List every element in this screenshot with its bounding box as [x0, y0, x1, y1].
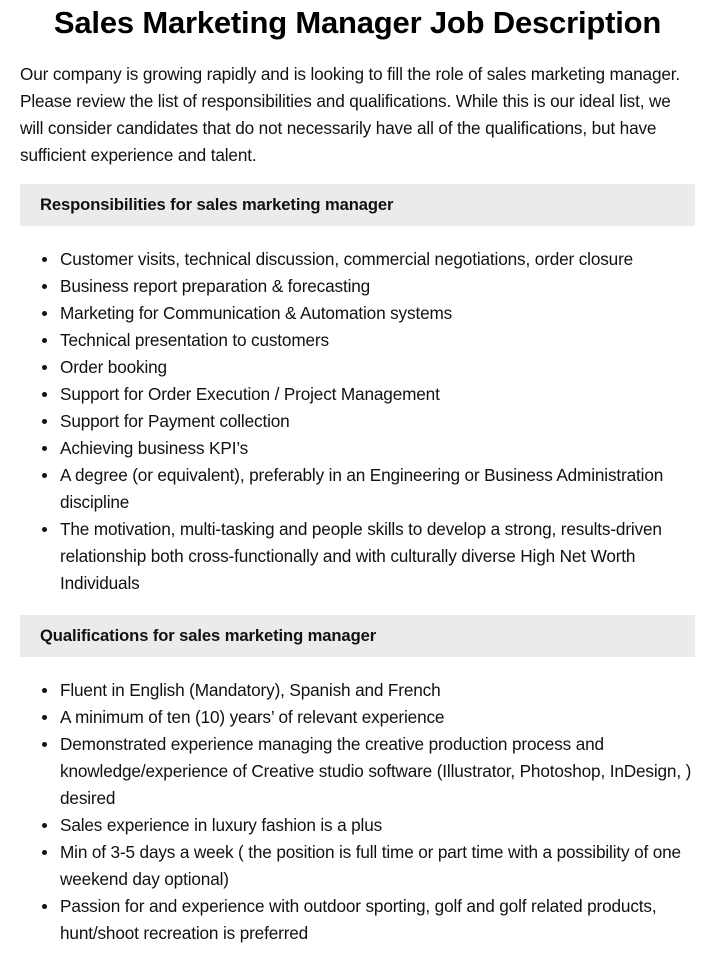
responsibilities-list — [20, 246, 695, 597]
bullet-icon — [42, 446, 47, 451]
list-item — [60, 300, 695, 327]
list-item — [60, 408, 695, 435]
bullet-icon — [42, 850, 47, 855]
list-item — [60, 381, 695, 408]
bullet-icon — [42, 742, 47, 747]
page-title: Sales Marketing Manager Job Description — [53, 5, 662, 40]
qualifications-heading: Qualifications for sales marketing manager — [20, 615, 695, 657]
bullet-icon — [42, 473, 47, 478]
bullet-icon — [42, 338, 47, 343]
intro-paragraph: Our company is growing rapidly and is looking to fill the role of sales marketing manager. Please review the list of responsibilities and qualifications. While this is our ideal list, we will consider candidates that do not necessarily have all of the qualifications, but have sufficient experience and talent. — [20, 64, 681, 165]
list-item — [60, 435, 695, 462]
list-item-text: Marketing for Communication & Automation systems — [60, 303, 453, 323]
bullet-icon — [42, 284, 47, 289]
list-item-text: Support for Order Execution / Project Management — [60, 384, 440, 404]
list-item — [60, 327, 695, 354]
list-item-text: Fluent in English (Mandatory), Spanish and French — [60, 680, 441, 700]
list-item — [60, 731, 695, 812]
bullet-icon — [42, 365, 47, 370]
list-item — [60, 704, 695, 731]
bullet-icon — [42, 823, 47, 828]
bullet-icon — [42, 419, 47, 424]
list-item-text: Passion for and experience with outdoor sporting, golf and golf related products, hunt/shoot recreation is preferred — [60, 896, 657, 943]
list-item — [60, 273, 695, 300]
list-item — [60, 812, 695, 839]
list-item-text: Demonstrated experience managing the creative production process and knowledge/experience of Creative studio software (Illustrator, Photoshop, InDesign, ) desired — [60, 734, 692, 808]
bullet-icon — [42, 688, 47, 693]
qualifications-list — [20, 677, 695, 947]
list-item — [60, 893, 695, 947]
list-item-text: Customer visits, technical discussion, commercial negotiations, order closure — [60, 249, 634, 269]
list-item-text: Business report preparation & forecasting — [60, 276, 371, 296]
bullet-icon — [42, 527, 47, 532]
bullet-icon — [42, 904, 47, 909]
list-item — [60, 516, 695, 597]
bullet-icon — [42, 257, 47, 262]
list-item — [60, 462, 695, 516]
responsibilities-heading: Responsibilities for sales marketing manager — [20, 184, 695, 226]
list-item-text: A degree (or equivalent), preferably in an Engineering or Business Administration discipline — [60, 465, 664, 512]
list-item-text: A minimum of ten (10) years’ of relevant experience — [60, 707, 445, 727]
list-item-text: Technical presentation to customers — [60, 330, 329, 350]
list-item — [60, 354, 695, 381]
list-item-text: Sales experience in luxury fashion is a plus — [60, 815, 383, 835]
bullet-icon — [42, 392, 47, 397]
list-item — [60, 246, 695, 273]
list-item-text: The motivation, multi-tasking and people skills to develop a strong, results-driven relationship both cross-functionally and with culturally diverse High Net Worth Individuals — [60, 519, 662, 593]
list-item — [60, 677, 695, 704]
bullet-icon — [42, 715, 47, 720]
list-item-text: Order booking — [60, 357, 167, 377]
list-item-text: Achieving business KPI’s — [60, 438, 249, 458]
list-item-text: Support for Payment collection — [60, 411, 290, 431]
list-item-text: Min of 3-5 days a week ( the position is full time or part time with a possibility of one weekend day optional) — [60, 842, 681, 889]
list-item — [60, 839, 695, 893]
bullet-icon — [42, 311, 47, 316]
